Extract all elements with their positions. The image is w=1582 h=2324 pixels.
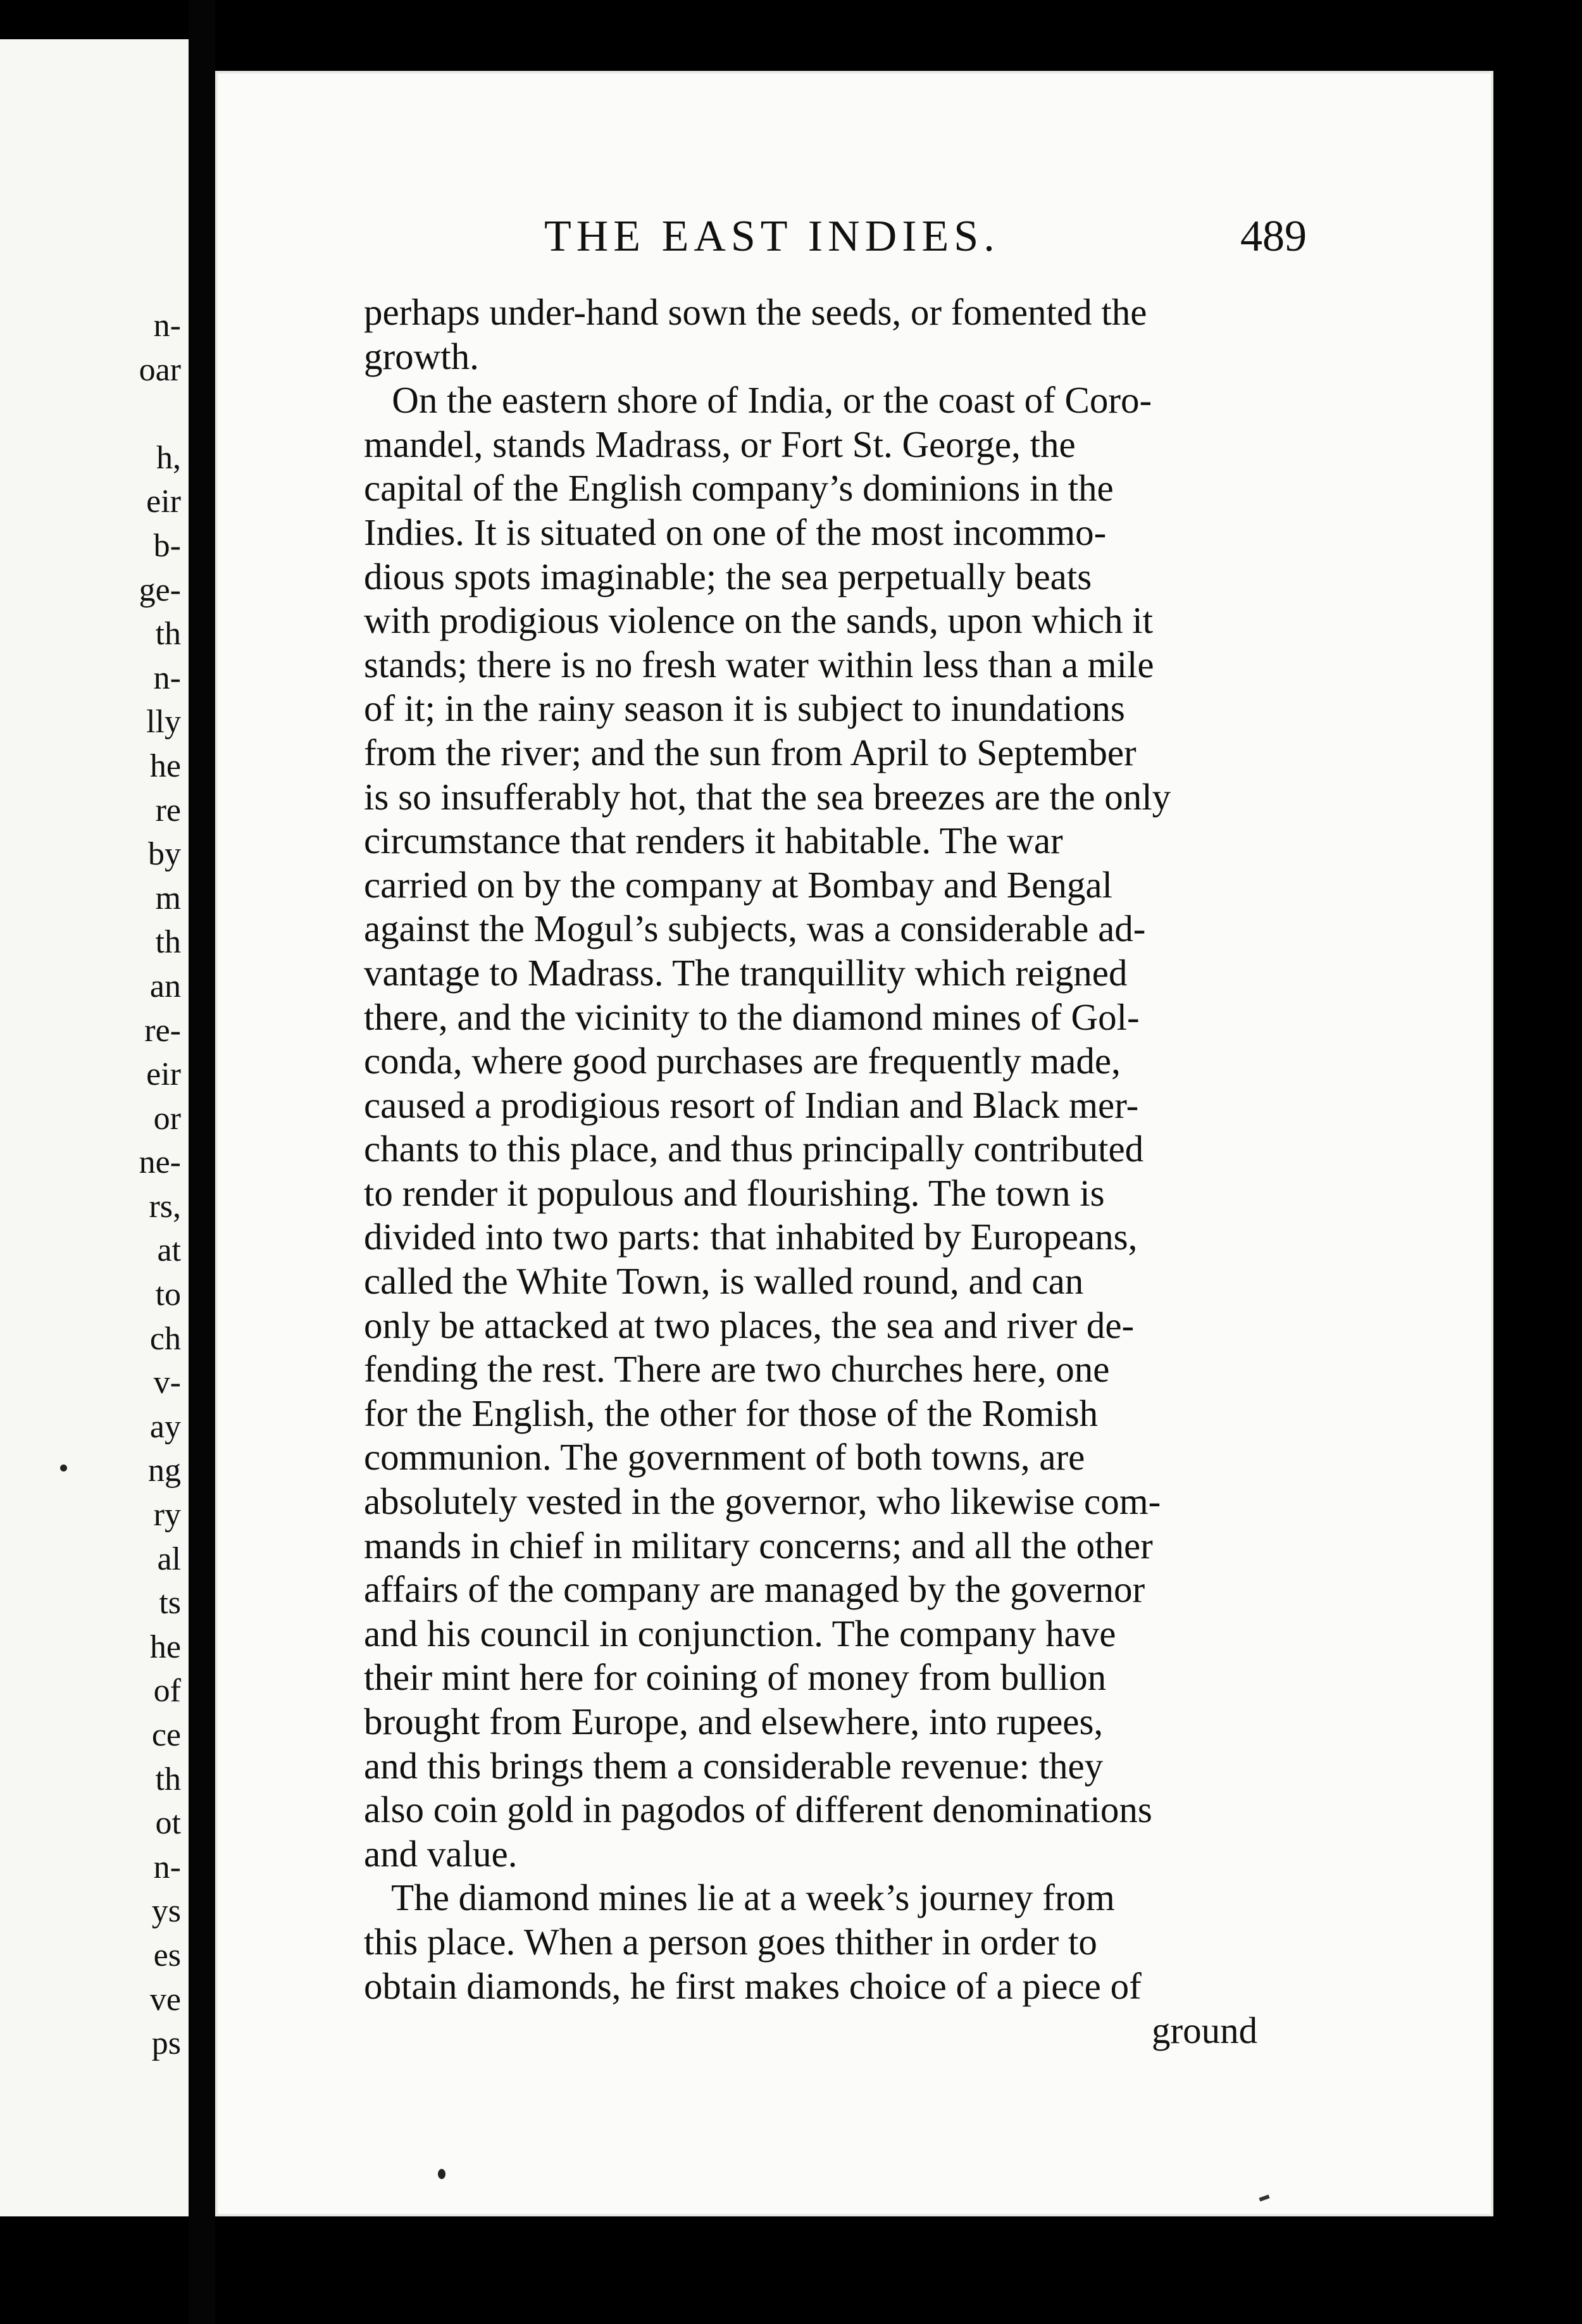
text-line: there, and the vicinity to the diamond mines of Gol- (364, 996, 1140, 1038)
line-fragment: re- (144, 1012, 181, 1049)
line-fragment: ot (155, 1805, 181, 1842)
line-fragment: oar (139, 351, 181, 388)
text-line: and this brings them a considerable revenue: they (364, 1744, 1104, 1787)
line-fragment: at (157, 1232, 181, 1269)
text-line: to render it populous and flourishing. The town is (364, 1171, 1105, 1214)
text-line: this place. When a person goes thither in order to (364, 1920, 1097, 1963)
text-line: chants to this place, and thus principally contributed (364, 1128, 1144, 1170)
text-line: their mint here for coining of money from bullion (364, 1656, 1107, 1699)
line-fragment: of (153, 1673, 181, 1709)
line-fragment: es (153, 1937, 181, 1973)
line-fragment: th (155, 924, 181, 961)
text-line: circumstance that renders it habitable. The war (364, 820, 1063, 862)
line-fragment: to (155, 1277, 181, 1313)
line-fragment: or (153, 1100, 181, 1137)
text-line: absolutely vested in the governor, who likewise com- (364, 1480, 1161, 1523)
line-fragment: ry (153, 1497, 181, 1534)
previous-page-line-fragments (139, 304, 181, 2066)
line-fragment: eir (146, 484, 181, 520)
line-fragment: he (149, 747, 181, 784)
text-line: also coin gold in pagodos of different denominations (364, 1789, 1152, 1831)
text-line: is so insufferably hot, that the sea breezes are the only (364, 775, 1171, 818)
line-fragment: rs, (149, 1188, 181, 1225)
text-line: On the eastern shore of India, or the coast of Coro- (364, 379, 1152, 422)
line-fragment: an (149, 968, 181, 1004)
line-fragment: n- (153, 1849, 181, 1885)
line-fragment: ng (148, 1452, 181, 1489)
previous-page-edge (0, 39, 189, 2216)
line-fragment: m (155, 880, 181, 916)
text-line: and value. (364, 1832, 518, 1875)
text-line: from the river; and the sun from April to September (364, 731, 1137, 773)
line-fragment: lly (146, 704, 181, 740)
text-line: divided into two parts: that inhabited by Europeans, (364, 1216, 1138, 1258)
text-line: affairs of the company are managed by the governor (364, 1568, 1145, 1611)
line-fragment: ch (149, 1320, 181, 1357)
line-fragment: ys (151, 1893, 181, 1930)
text-line: stands; there is no fresh water within less than a mile (364, 643, 1154, 685)
line-fragment: ay (149, 1408, 181, 1445)
line-fragment: al (157, 1540, 181, 1577)
text-line: vantage to Madrass. The tranquillity which reigned (364, 951, 1128, 994)
text-line: mands in chief in military concerns; and all the other (364, 1524, 1153, 1566)
book-page (215, 71, 1493, 2216)
ink-mark (438, 2169, 445, 2179)
text-line: brought from Europe, and elsewhere, into rupees, (364, 1701, 1104, 1742)
line-fragment: ve (149, 1981, 181, 2018)
text-line: fending the rest. There are two churches here, one (364, 1348, 1110, 1390)
running-title: THE EAST INDIES. (544, 212, 1000, 261)
ink-speck (60, 1465, 67, 1471)
text-line: for the English, the other for those of the Romish (364, 1392, 1099, 1434)
line-fragment: eir (146, 1056, 181, 1093)
line-fragment: th (155, 616, 181, 653)
running-head (215, 211, 1493, 268)
line-fragment: ne- (139, 1144, 181, 1181)
line-fragment: th (155, 1761, 181, 1797)
line-fragment: re (155, 792, 181, 828)
line-fragment (139, 392, 181, 436)
text-line: obtain diamonds, he first makes choice of a piece of (364, 1965, 1142, 2007)
text-line: The diamond mines lie at a week’s journey from (364, 1877, 1115, 1919)
text-line: of it; in the rainy season it is subject to inundations (364, 687, 1125, 730)
text-line: growth. (364, 335, 479, 377)
text-line: perhaps under-hand sown the seeds, or fomented the (364, 291, 1147, 333)
text-line: only be attacked at two places, the sea and river de- (364, 1304, 1135, 1346)
line-fragment: by (148, 836, 181, 873)
text-line: carried on by the company at Bombay and Bengal (364, 863, 1112, 906)
line-fragment: he (149, 1628, 181, 1665)
line-fragment: n- (153, 659, 181, 696)
ink-mark (1259, 2194, 1269, 2201)
line-fragment: ts (159, 1585, 181, 1621)
text-line: communion. The government of both towns, are (364, 1436, 1085, 1478)
line-fragment: h, (156, 439, 181, 476)
catchword: ground (1152, 2009, 1258, 2051)
line-fragment: ge- (139, 572, 181, 608)
text-line: mandel, stands Madrass, or Fort St. George, the (364, 423, 1076, 465)
line-fragment: b- (153, 527, 181, 564)
text-line: caused a prodigious resort of Indian and Black mer- (364, 1084, 1139, 1126)
text-line: conda, where good purchases are frequently made, (364, 1040, 1121, 1082)
line-fragment: ce (151, 1717, 181, 1753)
text-line: capital of the English company’s dominions in the (364, 467, 1114, 509)
text-line: against the Mogul’s subjects, was a considerable ad- (364, 908, 1146, 950)
page-gutter (189, 0, 215, 2324)
line-fragment: v- (153, 1365, 181, 1401)
text-line: dious spots imaginable; the sea perpetually beats (364, 555, 1092, 597)
body-text (364, 290, 1493, 2008)
page-number: 489 (1240, 212, 1307, 261)
line-fragment: ps (151, 2025, 181, 2062)
text-line: with prodigious violence on the sands, upon which it (364, 599, 1154, 642)
text-line: called the White Town, is walled round, and can (364, 1260, 1084, 1303)
text-line: Indies. It is situated on one of the most incommo- (364, 511, 1107, 553)
text-line: and his council in conjunction. The company have (364, 1612, 1116, 1654)
line-fragment: n- (153, 308, 181, 344)
